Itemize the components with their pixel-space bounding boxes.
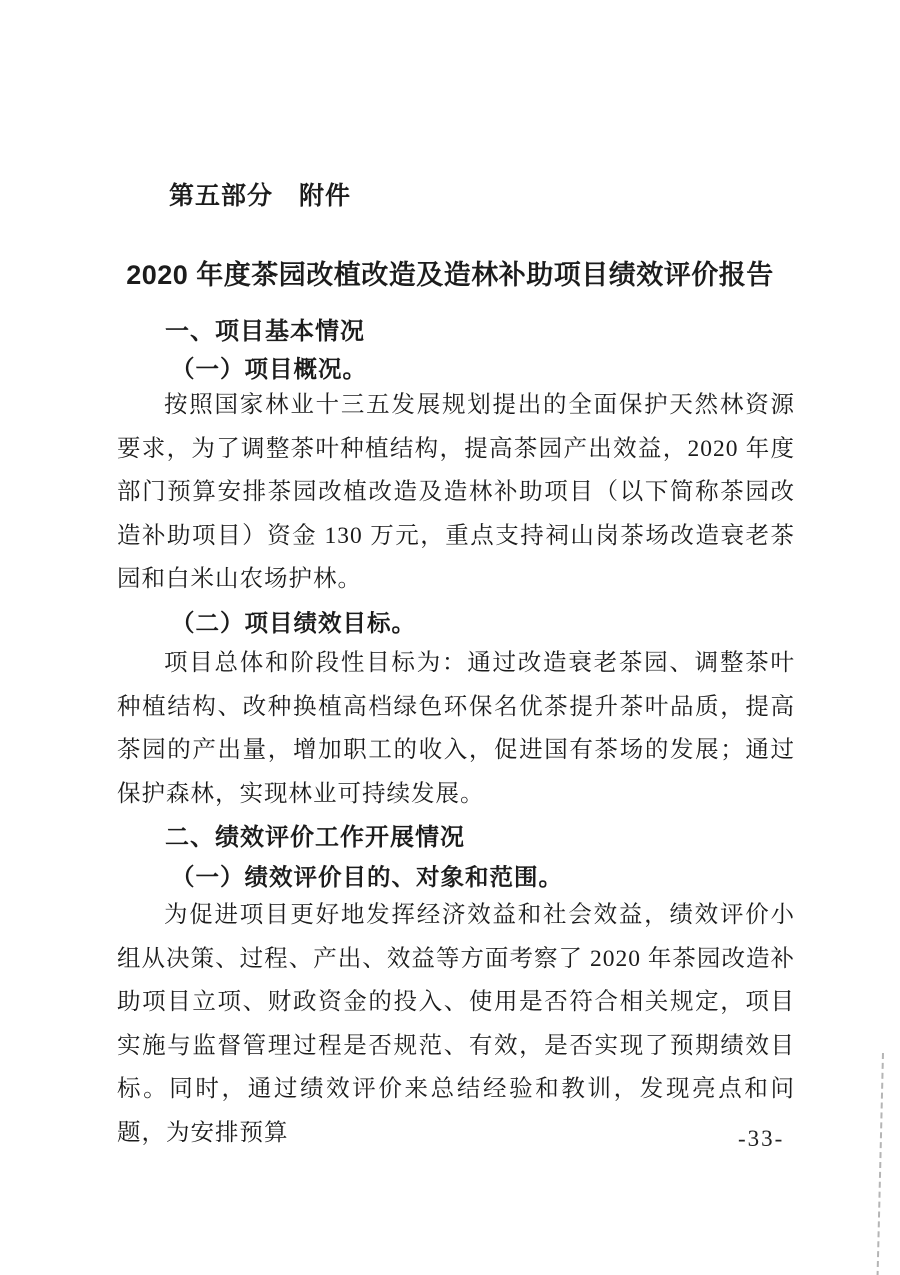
page-number: -33- — [738, 1126, 785, 1151]
scan-margin-dashed-line — [877, 1053, 884, 1275]
paragraph-performance-goals: 项目总体和阶段性目标为：通过改造衰老茶园、调整茶叶种植结构、改种换植高档绿色环保名优茶提升茶叶品质，提高茶园的产出量，增加职工的收入，促进国有茶场的发展；通过保护森林，实现林业可持续发展。 — [117, 650, 795, 807]
subsection-heading-1-1: （一）项目概况。 — [171, 356, 367, 382]
paragraph-project-overview: 按照国家林业十三五发展规划提出的全面保护天然林资源要求，为了调整茶叶种植结构，提高茶园产出效益，2020 年度部门预算安排茶园改植改造及造林补助项目（以下简称茶园改造补助项目）资金 130 万元，重点支持祠山岗茶场改造衰老茶园和白米山农场护林。 — [117, 392, 795, 592]
section-heading-2: 二、绩效评价工作开展情况 — [165, 824, 465, 851]
part-heading: 第五部分 附件 — [169, 182, 352, 210]
section-heading-1: 一、项目基本情况 — [165, 318, 365, 345]
paragraph-evaluation-purpose: 为促进项目更好地发挥经济效益和社会效益，绩效评价小组从决策、过程、产出、效益等方面考察了 2020 年茶园改造补助项目立项、财政资金的投入、使用是否符合相关规定，项目实施与监督管理过程是否规范、有效，是否实现了预期绩效目标。同时，通过绩效评价来总结经验和教训，发现亮点和问题，为安排预算 — [117, 902, 795, 1146]
subsection-heading-2-1: （一）绩效评价目的、对象和范围。 — [171, 864, 563, 890]
subsection-heading-1-2: （二）项目绩效目标。 — [171, 610, 416, 636]
document-title: 2020 年度茶园改植改造及造林补助项目绩效评价报告 — [126, 260, 774, 290]
